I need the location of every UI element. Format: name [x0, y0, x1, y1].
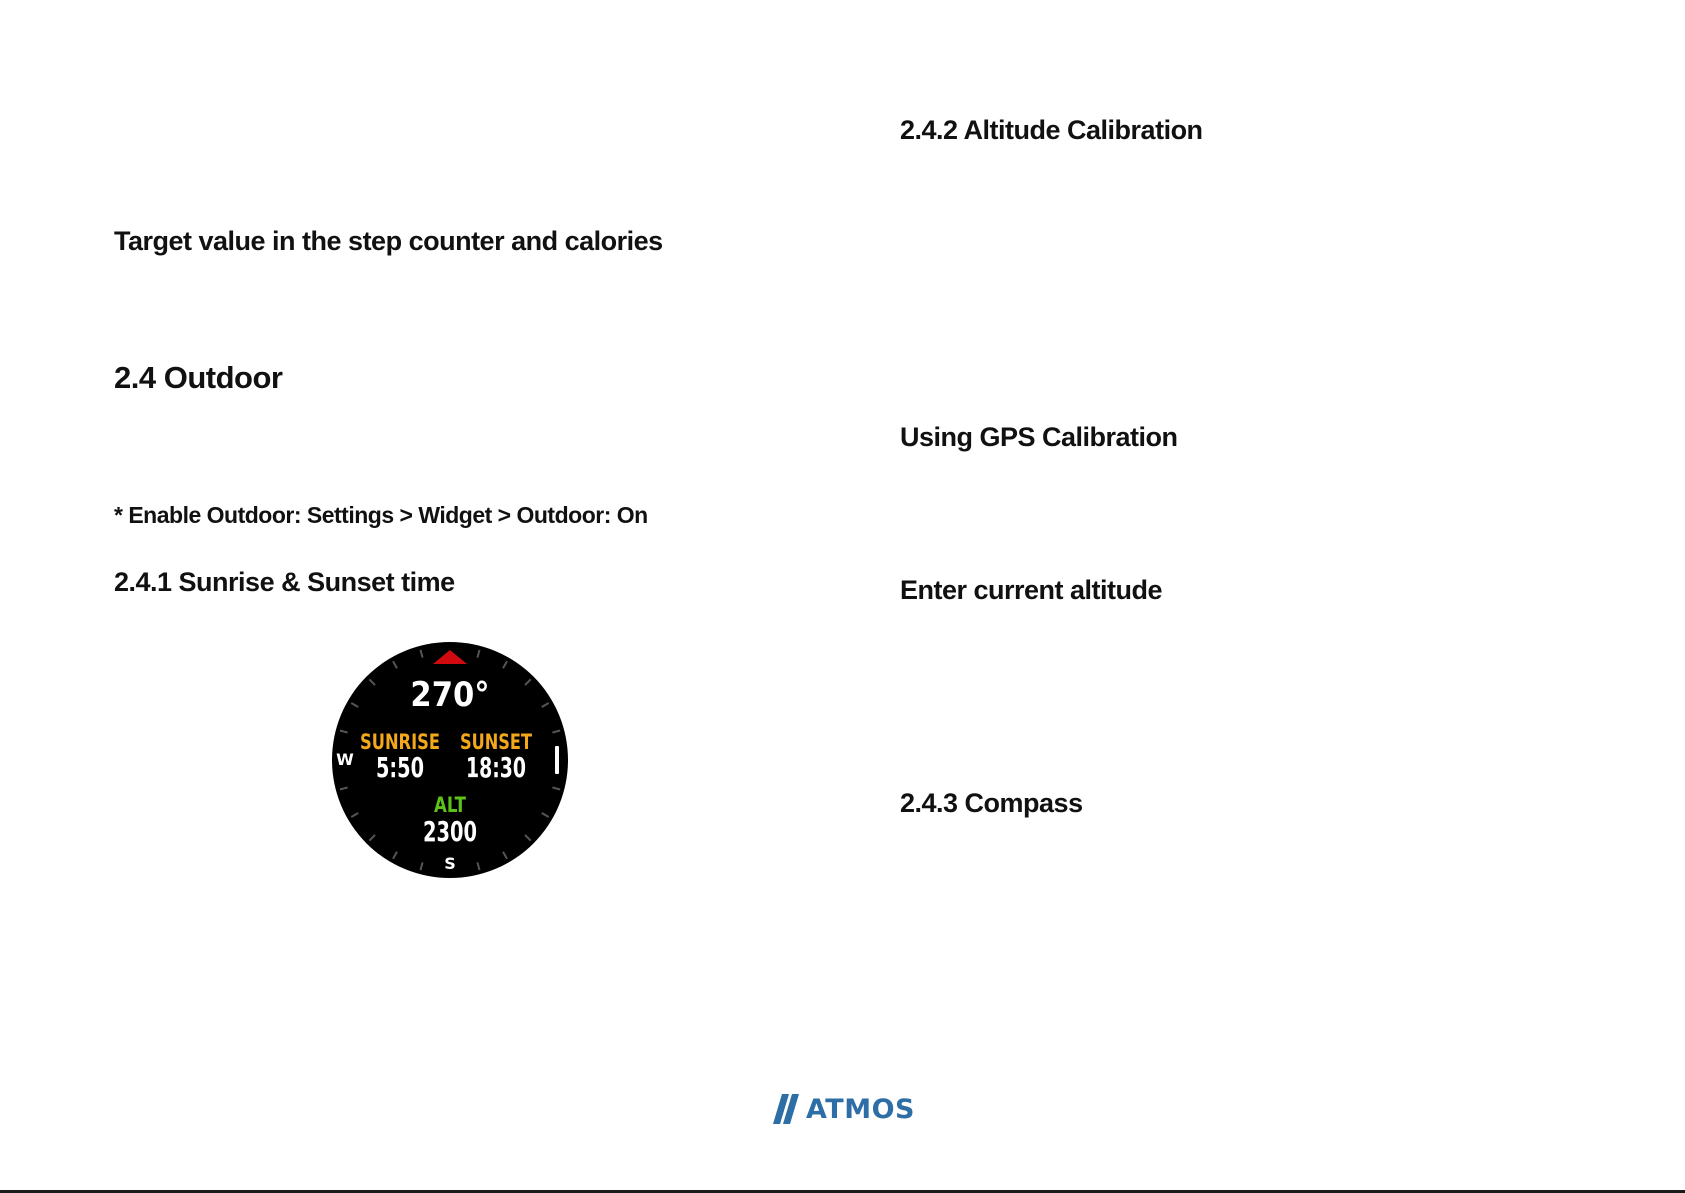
gps-calibration-heading: Using GPS Calibration	[900, 422, 1178, 452]
step-target-heading: Target value in the step counter and calories	[114, 226, 663, 256]
east-marker	[555, 746, 559, 774]
alt-label: ALT	[434, 793, 467, 817]
enable-outdoor-note: * Enable Outdoor: Settings > Widget > Outdoor: On	[114, 502, 648, 528]
watch-face-svg	[332, 642, 568, 878]
south-label: S	[444, 854, 456, 873]
sunrise-time: 5:50	[376, 751, 424, 784]
heading-value: 270°	[410, 675, 490, 715]
west-label: W	[336, 750, 354, 769]
enter-altitude-heading: Enter current altitude	[900, 575, 1163, 605]
compass-heading: 2.4.3 Compass	[900, 788, 1083, 818]
atmos-logo	[772, 1092, 915, 1126]
altitude-calibration-heading: 2.4.2 Altitude Calibration	[900, 115, 1203, 145]
sunrise-label: SUNRISE	[360, 730, 440, 754]
watch-face-image	[332, 642, 568, 878]
sunset-label: SUNSET	[460, 730, 533, 754]
atmos-logo-mark-icon	[772, 1093, 802, 1125]
atmos-logo-text: ATMOS	[806, 1093, 915, 1125]
alt-value: 2300	[423, 815, 477, 848]
sunrise-sunset-heading: 2.4.1 Sunrise & Sunset time	[114, 567, 455, 597]
sunset-time: 18:30	[466, 751, 526, 784]
outdoor-section-title: 2.4 Outdoor	[114, 360, 283, 395]
